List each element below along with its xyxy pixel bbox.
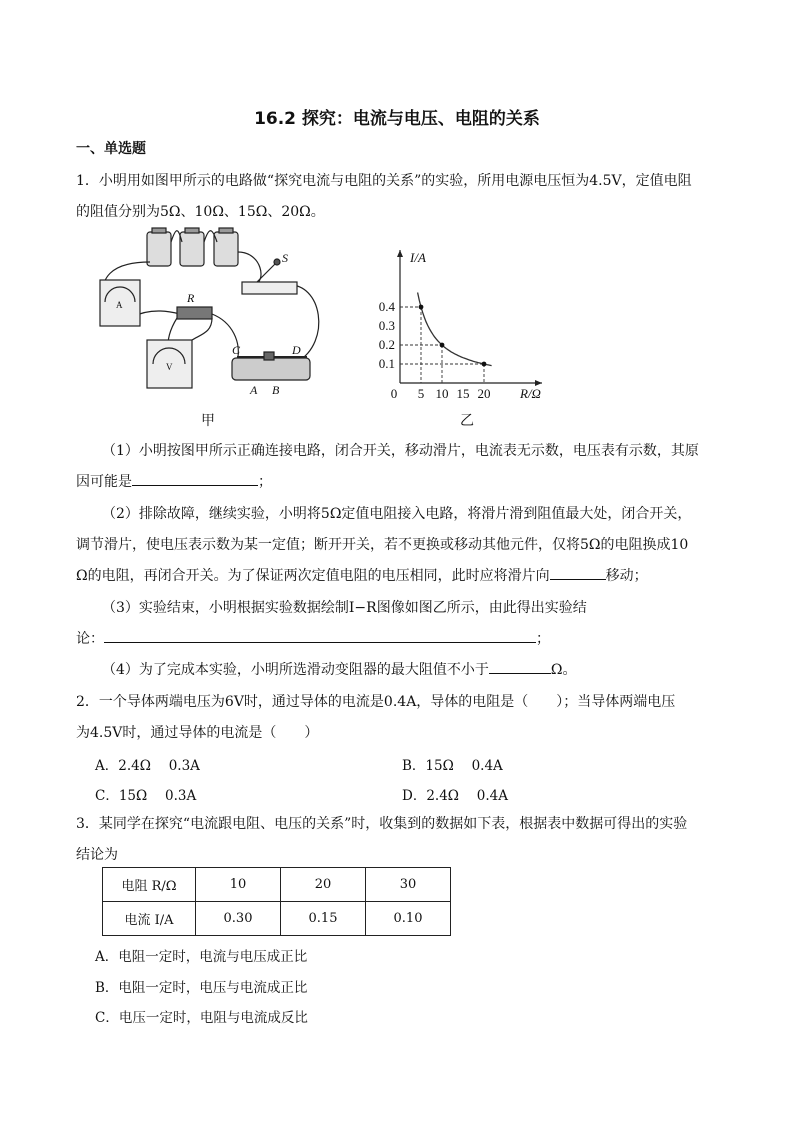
- table-row: [103, 902, 451, 936]
- section-heading: 一、单选题: [76, 141, 146, 157]
- ammeter-label: A: [116, 300, 123, 310]
- table-cell: 20: [281, 868, 366, 902]
- q1-part4-end: Ω。: [550, 662, 577, 678]
- ir-graph: [360, 240, 560, 410]
- q1-part4-line: [102, 659, 577, 679]
- table-header-resistance: 电阻 R/Ω: [103, 868, 196, 902]
- q1-stem-line1: 1．小明用如图甲所示的电路做“探究电流与电阻的关系”的实验，所用电源电压恒为4.5V，定值电阻: [76, 173, 692, 189]
- table-cell: 0.30: [196, 902, 281, 936]
- q2-option-a[interactable]: A．2.4Ω 0.3A: [95, 758, 200, 774]
- label-r: R: [187, 291, 195, 305]
- q1-part1-end: ；: [258, 474, 272, 490]
- q1-part2-line1: （2）排除故障，继续实验，小明将5Ω定值电阻接入电路，将滑片滑到阻值最大处，闭合开关，: [102, 506, 692, 522]
- q1-part4-text: （4）为了完成本实验，小明所选滑动变阻器的最大阻值不小于: [102, 662, 489, 678]
- y-tick-label: 0.2: [378, 337, 395, 352]
- answer-blank-3[interactable]: [104, 628, 536, 643]
- figure-caption-jia: 甲: [201, 413, 215, 429]
- y-tick-label: 0.1: [378, 356, 395, 371]
- x-tick-label: 15: [456, 386, 470, 401]
- label-s: S: [282, 251, 288, 265]
- page-title: 16.2 探究：电流与电压、电阻的关系: [254, 109, 540, 129]
- q3-stem-line1: 3．某同学在探究“电流跟电阻、电压的关系”时，收集到的数据如下表，根据表中数据可得出的实验: [76, 816, 688, 832]
- label-a: A: [250, 383, 258, 397]
- x-tick-label: 0: [390, 386, 398, 401]
- data-point: [482, 362, 487, 367]
- q1-part3-line2: [76, 628, 550, 648]
- battery-2: [180, 228, 204, 266]
- x-tick-label: 10: [435, 386, 449, 401]
- data-point: [440, 343, 445, 348]
- y-axis-arrow: [397, 250, 403, 257]
- label-b: B: [272, 383, 280, 397]
- table-header-current: 电流 I/A: [103, 902, 196, 936]
- q1-part3-end: ；: [536, 631, 550, 647]
- q1-part1-line1: （1）小明按图甲所示正确连接电路，闭合开关，移动滑片，电流表无示数，电压表有示数，其原: [102, 443, 699, 459]
- circuit-diagram: [92, 222, 332, 402]
- battery-1: [147, 228, 171, 266]
- table-cell: 0.10: [366, 902, 451, 936]
- table-cell: 10: [196, 868, 281, 902]
- x-axis-label: R/Ω: [520, 386, 541, 401]
- q3-option-c[interactable]: C．电压一定时，电阻与电流成反比: [95, 1010, 308, 1026]
- figure-caption-yi: 乙: [460, 413, 474, 429]
- table-row: [103, 868, 451, 902]
- q1-stem-line2: 的阻值分别为5Ω、10Ω、15Ω、20Ω。: [76, 204, 325, 220]
- q1-part1-text: 因可能是: [76, 474, 132, 490]
- x-tick-label: 20: [477, 386, 491, 401]
- table-cell: 0.15: [281, 902, 366, 936]
- x-tick-label: 5: [417, 386, 425, 401]
- q1-part2-end: 移动；: [605, 568, 648, 584]
- q1-part2-text: Ω的电阻，再闭合开关。为了保证两次定值电阻的电压相同，此时应将滑片向: [76, 568, 550, 584]
- table-cell: 30: [366, 868, 451, 902]
- q3-stem-line2: 结论为: [76, 847, 118, 863]
- q3-data-table: [102, 867, 451, 936]
- label-d: D: [292, 343, 301, 357]
- data-curve: [418, 293, 492, 366]
- y-axis-label: I/A: [410, 250, 426, 265]
- answer-blank-2[interactable]: [550, 565, 606, 580]
- q1-part2-line2: 调节滑片，使电压表示数为某一定值；断开开关，若不更换或移动其他元件，仅将5Ω的电阻换成10: [76, 537, 689, 553]
- q1-part3-text: 论：: [76, 631, 104, 647]
- q2-stem-line2: 为4.5V时，通过导体的电流是（ ）: [76, 725, 319, 741]
- q3-option-b[interactable]: B．电阻一定时，电压与电流成正比: [95, 980, 308, 996]
- q2-option-b[interactable]: B．15Ω 0.4A: [402, 758, 503, 774]
- answer-blank-1[interactable]: [132, 471, 258, 486]
- voltmeter-label: V: [166, 362, 173, 372]
- label-c: C: [232, 343, 241, 357]
- switch: [242, 259, 297, 294]
- answer-blank-4[interactable]: [489, 659, 551, 674]
- data-point: [419, 305, 424, 310]
- y-tick-label: 0.4: [378, 299, 395, 314]
- q1-part2-line3: [76, 565, 648, 585]
- q2-stem-line1: 2．一个导体两端电压为6V时，通过导体的电流是0.4A，导体的电阻是（ ）；当导体两端电压: [76, 694, 676, 710]
- battery-3: [214, 228, 238, 266]
- q2-option-c[interactable]: C．15Ω 0.3A: [95, 788, 197, 804]
- q3-option-a[interactable]: A．电阻一定时，电流与电压成正比: [95, 949, 308, 965]
- q1-part3-line1: （3）实验结束，小明根据实验数据绘制I−R图像如图乙所示，由此得出实验结: [102, 600, 587, 616]
- y-tick-label: 0.3: [378, 318, 395, 333]
- q1-part1-line2: [76, 471, 272, 491]
- resistor-r: [177, 307, 212, 319]
- q2-option-d[interactable]: D．2.4Ω 0.4A: [402, 788, 508, 804]
